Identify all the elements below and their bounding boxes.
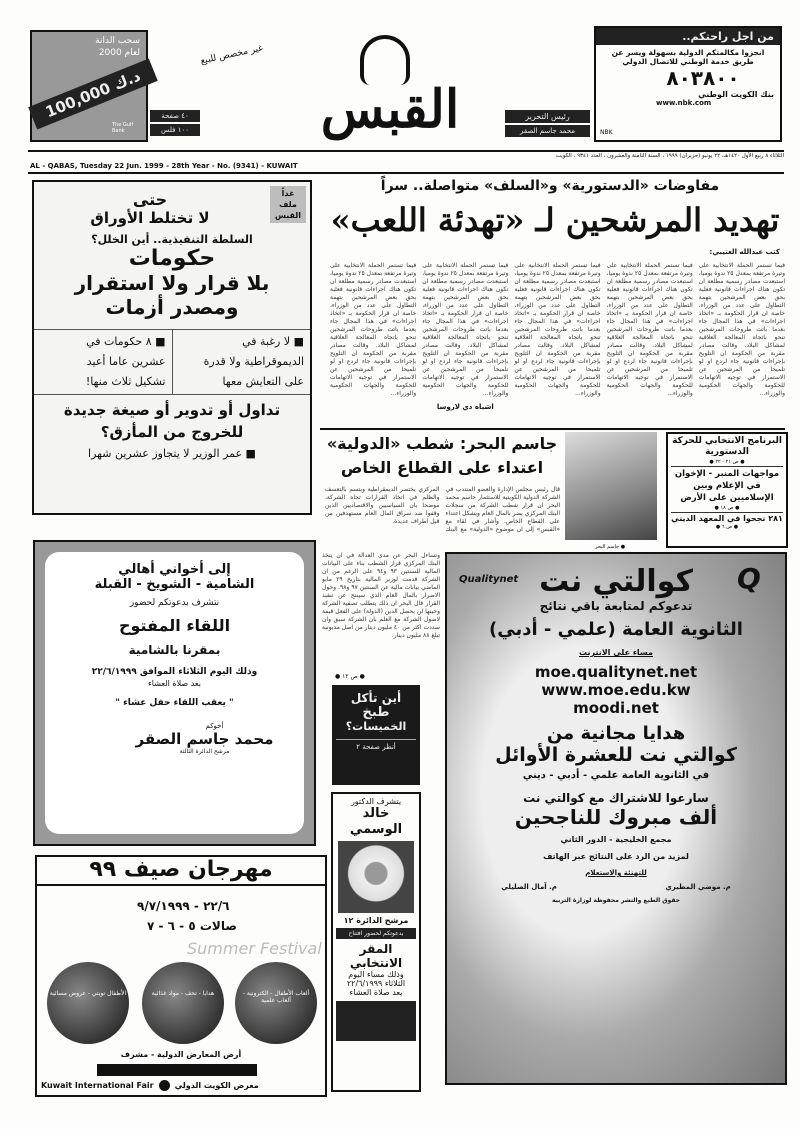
person-1: م. موضي المطيري [665, 883, 731, 891]
dateline-english: AL - QABAS, Tuesday 22 Jun. 1999 - 28th Year - No. (9341) - KUWAIT [30, 162, 298, 170]
contact-label: للتهنئة والاستعلام [585, 869, 647, 877]
wasmi-event: المقر الانتخابي [349, 942, 403, 970]
nbk-camel-logo: NBK [600, 129, 613, 136]
nbk-number: ٨٠٣٨٠٠ [666, 66, 740, 90]
url-3[interactable]: moodi.net [573, 699, 659, 717]
gifts-3: في الثانوية العامة علمي - أدبي - ديني [522, 770, 710, 781]
shamiya-line8: " يعقب اللقاء حفل عشاء " [115, 698, 234, 708]
qualitynet-ad [445, 552, 787, 1085]
url-1[interactable]: moe.qualitynet.net [534, 663, 698, 681]
shamiya-line3: نتشرف بدعوتكم لحضور [129, 598, 220, 608]
second-headline1: جاسم البحر: شطب «الدولية» [326, 434, 558, 453]
wasmi-time3: بعد صلاة العشاء [349, 988, 403, 997]
food-ad [332, 685, 420, 785]
program-item3: ٢٨١ نجحوا في المعهد الديني [671, 514, 783, 523]
fair-english: Kuwait International Fair [41, 1081, 154, 1090]
lottery-ad [30, 30, 148, 142]
bullet-right-2: الديموقراطية ولا قدرة [203, 355, 304, 368]
feature-title1: حتى [132, 190, 168, 209]
qualitynet-brand: كوالتي نت [539, 564, 693, 599]
wasmi-invite: بدعوتكم لحضور افتتاح [336, 928, 416, 939]
feature-footer: ■ عمر الوزير لا يتجاوز عشرين شهرا [88, 447, 256, 460]
food-line3: الخميسات؟ [345, 720, 407, 733]
shamiya-line4: اللقاء المفتوح [118, 616, 231, 635]
gulf-bank-logo: The Gulf Bank [112, 122, 134, 134]
shamiya-line5: بمقرنا بالشامية [128, 643, 221, 657]
wasmi-time2: الثلاثاء ٢٢/٦/١٩٩٩ [346, 979, 406, 988]
shamiya-line6: وذلك اليوم الثلاثاء الموافق ٢٢/٦/١٩٩٩ [91, 667, 258, 677]
url-2[interactable]: www.moe.edu.kw [541, 681, 691, 699]
food-line2: طبخ [362, 705, 390, 720]
editor-title: رئيس التحرير [505, 110, 590, 123]
gifts-1: هدايا مجانية من [546, 723, 686, 744]
second-body: قال رئيس مجلس الإدارة والعضو المنتدب في الشركة الدولية الكويتية للاستثمار جاسم محمد البحر ان قرار شطب الشركة من سجلات البنك المركزي يضر بالمال العام ويشكل اعتداء على القطاع الخاص. وأشار في لقاء مع «القبس» إلى ان موضوع «الدولية» مع البنك المركزي يختصر الديمقراطية ويتسم بالتعسف والظلم في اتخاذ القرارات تجاه الشركة، موضحا بان السياسيين والاقتصاديين الذين وقفوا ضد سراق المال العام مستهدفين من قبل اطراف عديدة. [325, 486, 560, 533]
feature-title2: لا تختلط الأوراق [90, 209, 210, 227]
program-ref3: ● ص ٦ ● [715, 524, 739, 530]
feature-headline1: حكومات [128, 246, 216, 271]
qualitynet-line1: تدعوكم لمتابعة باقي نتائج [539, 599, 693, 613]
festival-dark-bar [97, 1064, 257, 1076]
bullet-left-1: ■ ٨ حكومات في [86, 335, 166, 348]
festival-ad [35, 855, 327, 1097]
nbk-url: www.nbk.com [656, 99, 712, 107]
festival-venue: أرض المعارض الدولية - مشرف [120, 1050, 242, 1059]
lottery-prize: 100,000 د.ك [28, 59, 158, 130]
lottery-line2: لعام 2000 [98, 48, 140, 58]
shamiya-role: مرشح الدائرة الثالثة [179, 748, 230, 755]
festival-ball-2: هدايا - تحف - مواد غذائية [142, 962, 224, 1044]
festival-title: مهرجان صيف ٩٩ [37, 857, 325, 886]
shamiya-signoff: أخوكم [205, 722, 224, 730]
shamiya-line7: بعد صلاة العشاء [148, 679, 201, 688]
qualitynet-logo-left: Qualitynet [459, 574, 519, 585]
main-byline: كتب عبدالله العتيبي: [709, 248, 780, 256]
nbk-ad [594, 26, 782, 142]
qualitynet-line3: مساء على الانترنت [579, 648, 653, 657]
wasmi-district: مرشح الدائرة ١٢ [343, 916, 409, 925]
gifts-2: كوالتي نت للعشرة الأوائل [495, 744, 737, 766]
page-count: ٤٠ صفحة [150, 110, 200, 122]
program-ref2: ● ص ١٨ ● [671, 505, 783, 513]
bullet-left-2: عشرين عاما أعيد [86, 355, 166, 368]
not-for-sale-label: غير مخصص للبيع [199, 43, 264, 67]
fair-footer [41, 1080, 321, 1091]
note-2: لمزيد من الرد على النتائج عبر الهاتف [543, 852, 689, 861]
nbk-header: من اجل راحتكم.. [596, 28, 780, 45]
festival-halls: صالات ٥ - ٦ - ٧ [147, 919, 237, 933]
wasmi-intro: يتشرف الدكتور [350, 797, 402, 806]
festival-dates: ٢٢/٦ - ٩/٧/١٩٩٩ [137, 899, 230, 913]
dateline-arabic: الثلاثاء ٨ ربيع الأول ١٤٢٠هـ، ٢٢ يونيو (حزيران) ١٩٩٩ ، السنة الثامنة والعشرون ، العدد ٩٣٤١ ، الكويت [555, 153, 784, 159]
bullet-left-3: تشكيل ثلاث منها! [85, 375, 166, 388]
photo-caption: ● جاسم البحر [595, 544, 626, 550]
feature-headline3: ومصدر أزمات [105, 295, 239, 319]
program-box [666, 432, 788, 548]
bullet-right-1: ■ لا رغبة في [242, 335, 304, 348]
shamiya-name: محمد جاسم الصقر [135, 730, 274, 748]
second-headline2: اعتداء على القطاع الخاص [340, 458, 544, 477]
pages-price-box [150, 110, 200, 136]
feature-subtitle: السلطة التنفيذية.. أين الخلل؟ [91, 233, 253, 246]
feature-question: تداول أو تدوير أو صيغة جديدة للخروج من المأزق؟ [63, 401, 281, 441]
shamiya-ad [33, 540, 316, 846]
qualitynet-footer: حقوق الطبع والنشر محفوظة لوزارة التربية [551, 897, 680, 904]
note-1: مجمع الخليجية - الدور الثاني [560, 835, 672, 844]
editor-box [505, 110, 590, 137]
editor-name: محمد جاسم الصقر [505, 125, 590, 137]
main-kicker: مفاوضات «الدستورية» و«السلف» متواصلة.. سراً [380, 178, 720, 194]
person-2: م. آمال الصليلي [501, 883, 557, 891]
price: ١٠٠ فلس [150, 124, 200, 136]
nbk-line1: انجزوا مكالمتكم الدولية بسهولة ويسر عن [611, 48, 765, 57]
jasem-photo [565, 432, 657, 540]
program-title: البرنامج الانتخابي للحركة الدستورية [672, 436, 782, 457]
wasmi-dark-panel [336, 1001, 416, 1041]
subscribe: سارعوا للاشتراك مع كوالتي نت [523, 791, 709, 805]
food-ref: أنظر صفحة ٢ [336, 739, 416, 751]
second-page-ref: ● ص ١٢ ● [335, 673, 365, 680]
shamiya-line2: الشامية - الشويخ - القبلة [94, 577, 255, 592]
wasmi-name: خالد الوسمي [349, 806, 403, 837]
fair-logo-icon [159, 1080, 170, 1091]
qualitynet-q-icon: Q [737, 562, 761, 595]
lottery-line1: سحب الدانة [95, 36, 140, 46]
bullet-right-3: على التعايش معها [222, 375, 304, 388]
congrats: ألف مبروك للناجحين [514, 805, 718, 829]
masthead-logo: القبس [320, 79, 460, 140]
main-headline: تهديد المرشحين لـ «تهدئة اللعب» [330, 201, 780, 239]
feature-box [32, 180, 312, 515]
festival-ball-1: الأطفال تويتي - عروض مسائية [47, 962, 129, 1044]
nbk-line2: طريق خدمة الوطني للاتصال الدولي [622, 57, 754, 66]
nbk-bank: بنك الكويت الوطني [698, 90, 774, 99]
wasmi-ad [331, 792, 421, 1092]
qualitynet-line2: الثانوية العامة (علمي - أدبي) [489, 619, 743, 640]
main-subhead: اشباه دي لاروسا [436, 403, 494, 411]
shamiya-line1: إلى أخواني أهالي [118, 562, 231, 577]
program-ref1: ● ص ٢١ - ٢٢ ● [671, 459, 783, 467]
wasmi-time1: وذلك مساء اليوم [348, 970, 404, 979]
wasmi-photo [338, 841, 414, 913]
feature-headline2: بلا قرار ولا استقرار [74, 271, 270, 295]
main-body: فيما تستمر الحملة الانتخابية على وتيرة مرتفعة بمعدل ٢٥ ندوة يوميا، استبعدت مصادر رسمية مطلعة ان تكون هناك اجراءات قانونية فعلية بحق بعض المرشحين بتهمة التطاول على عدد من الوزراء، خاصة ان قرار الحكومة بـ «اتخاذ اجراءات» في هذا المجال جاء بعدما باتت طروحات المرشحين تنحو باتجاه المعالجة العلاقية لمشاكل البلاد. وقالت مصادر مقربة من الحكومة ان التلويح بإجراءات قانونية جاء لردع او لو تلميحا من المرشحين عن الاستمرار في توجيه الاتهامات للحكومة والجهات الحكومية والوزراء... فيما تستمر الحملة الانتخابية على وتيرة مرتفعة بمعدل ٢٥ ندوة يوميا، استبعدت مصادر رسمية مطلعة ان تكون هناك اجراءات قانونية فعلية بحق بعض المرشحين بتهمة التطاول على عدد من الوزراء، خاصة ان قرار الحكومة بـ «اتخاذ اجراءات» في هذا المجال جاء بعدما باتت طروحات المرشحين تنحو باتجاه المعالجة العلاقية لمشاكل البلاد. وقالت مصادر مقربة من الحكومة ان التلويح بإجراءات قانونية جاء لردع او لو تلميحا من المرشحين عن الاستمرار في توجيه الاتهامات للحكومة والجهات الحكومية والوزراء... فيما تستمر الحملة الانتخابية على وتيرة مرتفعة بمعدل ٢٥ ندوة يوميا، استبعدت مصادر رسمية مطلعة ان تكون هناك اجراءات قانونية فعلية بحق بعض المرشحين بتهمة التطاول على عدد من الوزراء، خاصة ان قرار الحكومة بـ «اتخاذ اجراءات» في هذا المجال جاء بعدما باتت طروحات المرشحين تنحو باتجاه المعالجة العلاقية لمشاكل البلاد. وقالت مصادر مقربة من الحكومة ان التلويح بإجراءات قانونية جاء لردع او لو تلميحا من المرشحين عن الاستمرار في توجيه الاتهامات للحكومة والجهات الحكومية والوزراء... فيما تستمر الحملة الانتخابية على وتيرة مرتفعة بمعدل ٢٥ ندوة يوميا، استبعدت مصادر رسمية مطلعة ان تكون هناك اجراءات قانونية فعلية بحق بعض المرشحين بتهمة التطاول على عدد من الوزراء، خاصة ان قرار الحكومة بـ «اتخاذ اجراءات» في هذا المجال جاء بعدما باتت طروحات المرشحين تنحو باتجاه المعالجة العلاقية لمشاكل البلاد. وقالت مصادر مقربة من الحكومة ان التلويح بإجراءات قانونية جاء لردع او لو تلميحا من المرشحين عن الاستمرار في توجيه الاتهامات للحكومة والجهات الحكومية والوزراء... اشباه دي لاروسا فيما تستمر الحملة الانتخابية على وتيرة مرتفعة بمعدل ٢٥ ندوة يوميا، استبعدت مصادر رسمية مطلعة ان تكون هناك اجراءات قانونية فعلية بحق بعض المرشحين بتهمة التطاول على عدد من الوزراء، خاصة ان قرار الحكومة بـ «اتخاذ اجراءات» في هذا المجال جاء بعدما باتت طروحات المرشحين تنحو باتجاه المعالجة العلاقية لمشاكل البلاد. وقالت مصادر مقربة من الحكومة ان التلويح بإجراءات قانونية جاء لردع او لو تلميحا من المرشحين عن الاستمرار في توجيه الاتهامات للحكومة والجهات الحكومية والوزراء... [329, 262, 785, 411]
festival-ball-3: ألعاب الأطفال - الكترونية - ألعاب علمية [235, 962, 317, 1044]
food-line1: أين تأكل [350, 691, 402, 705]
fair-arabic: معرض الكويت الدولي [174, 1081, 259, 1090]
second-body-cont: وتساءل البحر عن مدى العدالة في ان يتخذ البنك المركزي قرار الشطب بناء على البيانات المالية للسنتين ٩٣ و٩٤ على الرغم من ان الشركة قدمت لوزير المالية بتاريخ ٢٩ مايو الماضي بيانات مالية عن السنتين ٩٧ و٩٨. وحول الاضرار بالمال العام الذي سينتج عن تنفيذ القرار قال البحر ان ذلك يتطلب تصفية الشركة وحينها لن يحصل الدين (الدولة) على الفعل قيمة لاصول الشركة مع العلم بان الشركة سبق وان سددت اكثر من ٤٠ مليون دينار من اصل مديونية تبلغ ٨٨ مليون دينار. [322, 552, 440, 639]
festival-watermark: Summer Festival [187, 939, 322, 958]
program-item2: مواجهات المنبر - الإخوان في الإعلام وبين الإسلاميين على الأرض [674, 469, 780, 503]
feature-tag: غداً ملف القبس [270, 186, 306, 223]
